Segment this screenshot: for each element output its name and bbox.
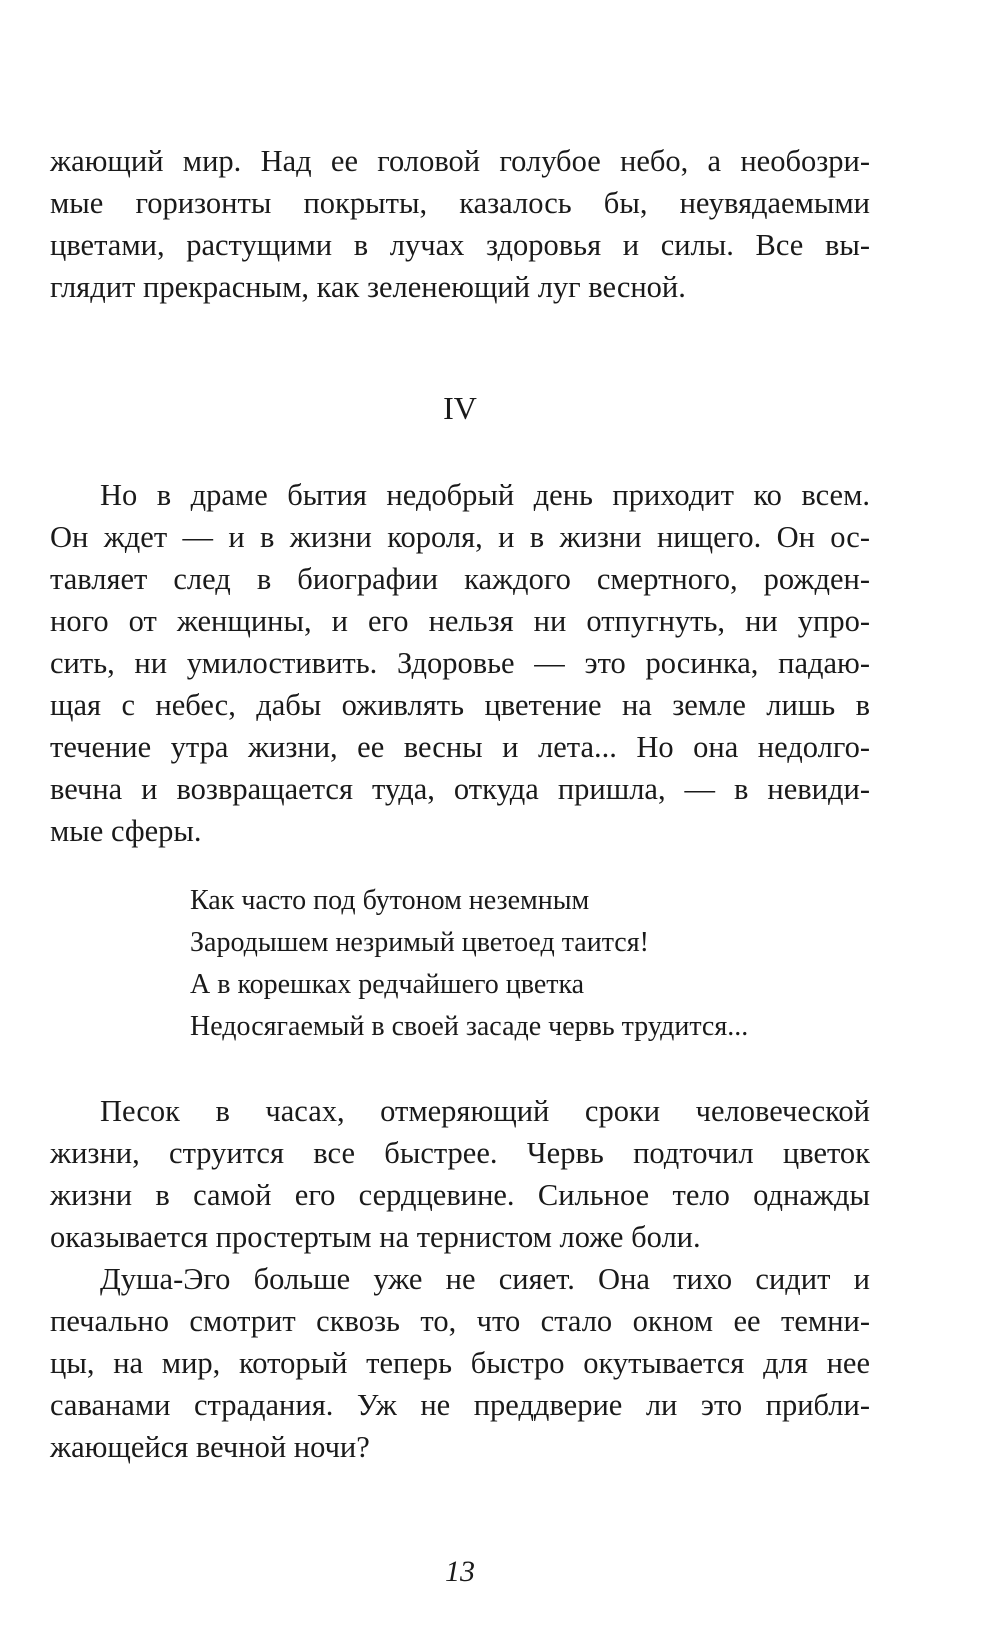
paragraph-2-line: Но в драме бытия недобрый день приходит ко всем.	[100, 478, 870, 512]
section-heading: IV	[443, 390, 477, 426]
paragraph-1-line: жающий мир. Над ее головой голубое небо, а необозри-	[50, 144, 870, 178]
paragraph-4-line: печально смотрит сквозь то, что стало окном ее темни-	[50, 1304, 870, 1338]
paragraph-1-line: цветами, растущими в лучах здоровья и силы. Все вы-	[50, 228, 870, 262]
paragraph-1-line: глядит прекрасным, как зеленеющий луг весной.	[50, 270, 686, 304]
paragraph-2-line: течение утра жизни, ее весны и лета... Но она недолго-	[50, 730, 870, 764]
paragraph-4-line: цы, на мир, который теперь быстро окутывается для нее	[50, 1346, 870, 1380]
paragraph-2-line: сить, ни умилостивить. Здоровье — это росинка, падаю-	[50, 646, 870, 680]
poem-line: Зародышем незримый цветоед таится!	[190, 927, 649, 958]
page-number: 13	[445, 1555, 475, 1588]
paragraph-2-line: ного от женщины, и его нельзя ни отпугнуть, ни упро-	[50, 604, 870, 638]
paragraph-2-line: мые сферы.	[50, 814, 202, 848]
paragraph-3-line: Песок в часах, отмеряющий сроки человеческой	[100, 1094, 870, 1128]
book-page	[50, 0, 870, 1625]
paragraph-4	[50, 1258, 870, 1468]
paragraph-2-line: Он ждет — и в жизни короля, и в жизни нищего. Он ос-	[50, 520, 870, 554]
paragraph-3	[50, 1090, 870, 1258]
paragraph-2	[50, 474, 870, 852]
paragraph-3-line: жизни, струится все быстрее. Червь подточил цветок	[50, 1136, 870, 1170]
paragraph-4-line: жающейся вечной ночи?	[50, 1430, 370, 1464]
paragraph-4-line: саванами страдания. Уж не преддверие ли это прибли-	[50, 1388, 870, 1422]
paragraph-1-line: мые горизонты покрыты, казалось бы, неувядаемыми	[50, 186, 870, 220]
paragraph-1	[50, 140, 870, 308]
paragraph-3-line: жизни в самой его сердцевине. Сильное тело однажды	[50, 1178, 870, 1212]
paragraph-2-line: тавляет след в биографии каждого смертного, рожден-	[50, 562, 870, 596]
paragraph-2-line: щая с небес, дабы оживлять цветение на земле лишь в	[50, 688, 870, 722]
poem-line: А в корешках редчайшего цветка	[190, 969, 585, 1000]
poem-quote	[190, 880, 748, 1048]
paragraph-3-line: оказывается простертым на тернистом ложе боли.	[50, 1220, 701, 1254]
poem-line: Как часто под бутоном неземным	[190, 885, 590, 916]
paragraph-4-line: Душа-Эго больше уже не сияет. Она тихо сидит и	[100, 1262, 870, 1296]
paragraph-2-line: вечна и возвращается туда, откуда пришла, — в невиди-	[50, 772, 870, 806]
poem-line: Недосягаемый в своей засаде червь трудится...	[190, 1011, 749, 1042]
